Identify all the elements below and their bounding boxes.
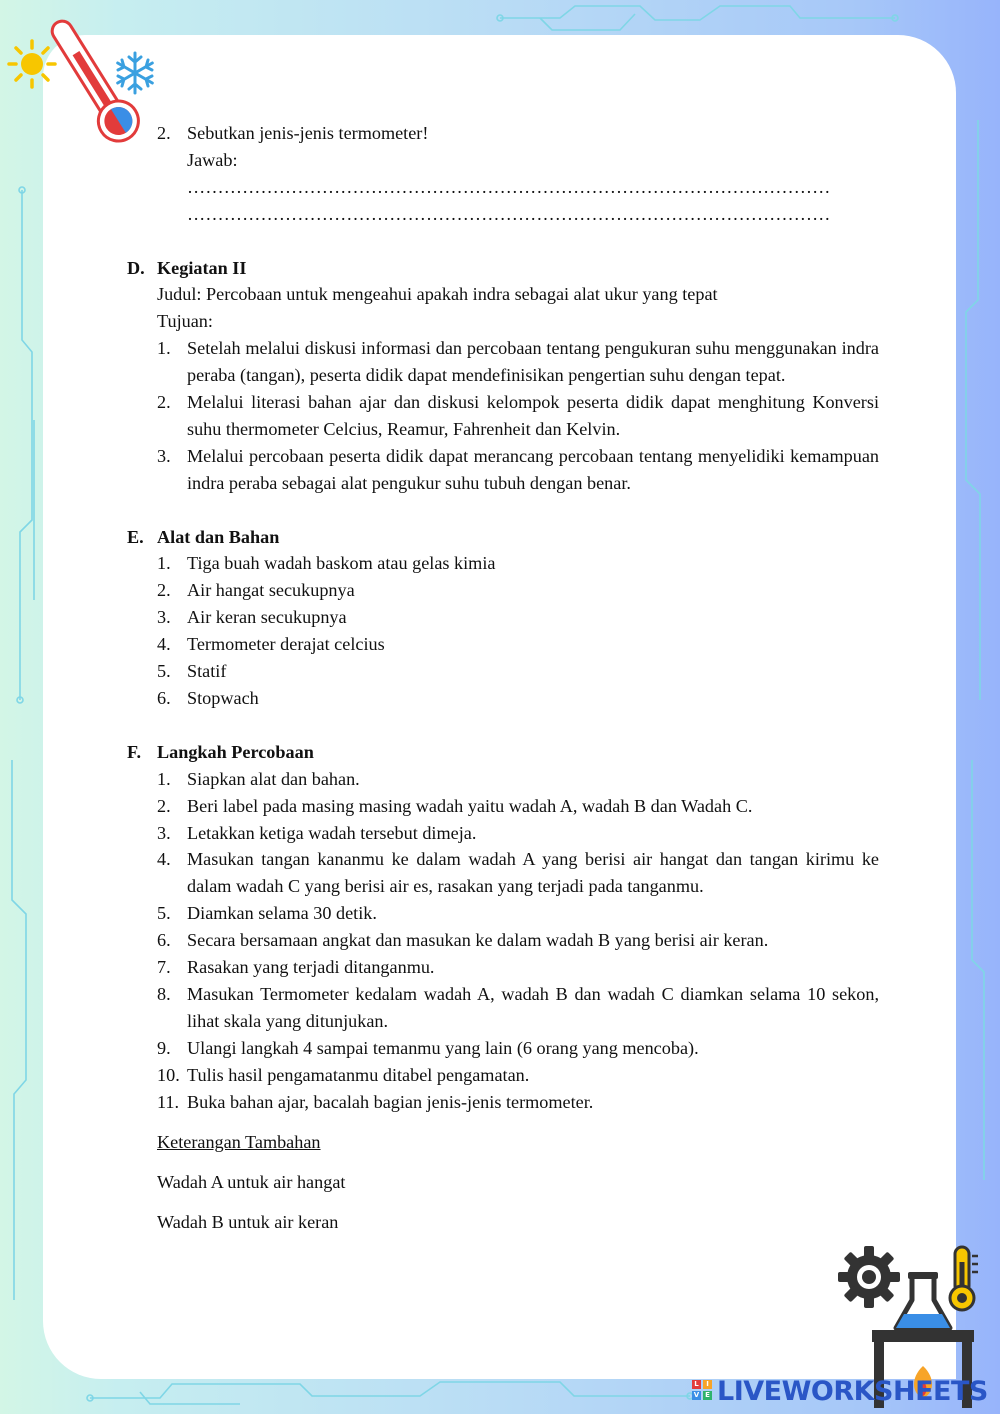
section-d-tujuan-label: Tujuan:: [157, 311, 213, 332]
liveworksheets-mark-icon: [692, 1380, 714, 1402]
mark-letter: E: [703, 1391, 712, 1400]
list-item-text: Setelah melalui diskusi informasi dan percobaan tentang pengukuran suhu menggunakan indra peraba (tangan), peserta didik dapat mendefinisikan pengertian suhu dengan tepat.: [187, 338, 879, 386]
list-item-number: 3.: [157, 445, 171, 466]
section-d-title: Kegiatan II: [157, 257, 247, 278]
question-2: [157, 120, 879, 147]
list-item-text: Ulangi langkah 4 sampai temanmu yang lain (6 orang yang mencoba).: [187, 1037, 699, 1058]
list-item-text: Rasakan yang terjadi ditanganmu.: [187, 957, 435, 978]
tujuan-list: [157, 335, 879, 496]
list-item: [157, 550, 879, 577]
list-item-number: 2.: [157, 392, 171, 413]
langkah-list: [157, 766, 879, 1116]
section-d-heading: [127, 255, 879, 282]
list-item-number: 2.: [157, 580, 171, 601]
list-item: [157, 443, 879, 497]
list-item-text: Letakkan ketiga wadah tersebut dimeja.: [187, 822, 477, 843]
liveworksheets-brand-text: LIVEWORKSHEETS: [717, 1375, 988, 1407]
question-text: Sebutkan jenis-jenis termometer!: [187, 123, 429, 143]
list-item-text: Melalui percobaan peserta didik dapat merancang percobaan tentang menyelidiki kemampuan indra peraba sebagai alat pengukur suhu tubuh dengan benar.: [187, 445, 879, 493]
liveworksheets-logo[interactable]: [692, 1374, 988, 1408]
list-item-text: Melalui literasi bahan ajar dan diskusi kelompok peserta didik dapat menghitung Konversi suhu thermometer Celcius, Reamur, Fahrenheit dan Kelvin.: [187, 392, 879, 439]
list-item-number: 5.: [157, 661, 171, 682]
section-f-heading: [127, 739, 879, 766]
list-item-number: 1.: [157, 553, 171, 574]
list-item: [157, 658, 879, 685]
list-item-text: Tulis hasil pengamatanmu ditabel pengamatan.: [187, 1064, 530, 1085]
list-item: [157, 685, 879, 712]
list-item-number: 1.: [157, 768, 171, 789]
list-item-number: 4.: [157, 849, 171, 870]
list-item: [157, 1089, 879, 1116]
answer-label: Jawab:: [187, 149, 238, 170]
mark-letter: V: [693, 1391, 700, 1399]
list-item: [157, 766, 879, 793]
question-number: 2.: [157, 123, 171, 143]
answer-line-1[interactable]: ……………………………………………………………………………………………: [187, 176, 831, 197]
section-e-letter: E.: [127, 526, 144, 547]
list-item: [157, 335, 879, 389]
list-item-text: Secara bersamaan angkat dan masukan ke dalam wadah B yang berisi air keran.: [187, 930, 769, 951]
mark-letter: I: [703, 1380, 712, 1389]
list-item: [157, 1035, 879, 1062]
list-item-number: 6.: [157, 930, 171, 951]
list-item-text: Air keran secukupnya: [187, 607, 347, 628]
list-item: [157, 577, 879, 604]
list-item: [157, 900, 879, 927]
list-item: [157, 631, 879, 658]
list-item: [157, 981, 879, 1035]
list-item: [157, 820, 879, 847]
section-e-title: Alat dan Bahan: [157, 526, 280, 547]
list-item-number: 3.: [157, 607, 171, 628]
section-f-letter: F.: [127, 741, 141, 762]
list-item: [157, 389, 879, 443]
list-item-text: Air hangat secukupnya: [187, 580, 355, 601]
list-item-text: Masukan Termometer kedalam wadah A, wadah B dan wadah C diamkan selama 10 sekon, lihat skala yang ditunjukan.: [187, 983, 879, 1031]
list-item-number: 9.: [157, 1037, 171, 1058]
list-item: [157, 1062, 879, 1089]
worksheet-content: [127, 120, 879, 1236]
section-d-judul: Judul: Percobaan untuk mengeahui apakah indra sebagai alat ukur yang tepat: [157, 284, 718, 305]
list-item-number: 11.: [157, 1091, 180, 1112]
list-item: [157, 954, 879, 981]
list-item: [157, 846, 879, 900]
section-e-heading: [127, 524, 879, 551]
list-item-number: 2.: [157, 795, 171, 816]
mark-letter: L: [692, 1380, 701, 1389]
list-item-text: Siapkan alat dan bahan.: [187, 768, 360, 789]
list-item-number: 5.: [157, 903, 171, 924]
list-item: [157, 793, 879, 820]
list-item-number: 7.: [157, 957, 171, 978]
small-thermometer-icon: [946, 1244, 980, 1314]
list-item-text: Buka bahan ajar, bacalah bagian jenis-jenis termometer.: [187, 1091, 594, 1112]
list-item-text: Beri label pada masing masing wadah yaitu wadah A, wadah B dan Wadah C.: [187, 795, 753, 816]
list-item-number: 4.: [157, 634, 171, 655]
notes-line-1: Wadah A untuk air hangat: [157, 1172, 346, 1193]
list-item-number: 1.: [157, 338, 171, 359]
notes-title: Keterangan Tambahan: [157, 1132, 321, 1153]
list-item-number: 6.: [157, 688, 171, 708]
section-f-title: Langkah Percobaan: [157, 741, 314, 762]
list-item-text: Stopwach: [187, 688, 259, 708]
section-d-letter: D.: [127, 257, 145, 278]
list-item-text: Diamkan selama 30 detik.: [187, 903, 377, 924]
list-item-number: 8.: [157, 983, 171, 1004]
alat-bahan-list: [157, 550, 879, 711]
list-item: [157, 927, 879, 954]
list-item: [157, 604, 879, 631]
notes-line-2: Wadah B untuk air keran: [157, 1212, 339, 1233]
list-item-number: 3.: [157, 822, 171, 843]
answer-line-2[interactable]: ……………………………………………………………………………………………: [187, 203, 831, 224]
list-item-text: Tiga buah wadah baskom atau gelas kimia: [187, 553, 496, 574]
list-item-text: Statif: [187, 661, 227, 682]
list-item-number: 10.: [157, 1064, 180, 1085]
list-item-text: Termometer derajat celcius: [187, 634, 385, 655]
list-item-text: Masukan tangan kananmu ke dalam wadah A yang berisi air hangat dan tangan kirimu ke dalam wadah C yang berisi air es, rasakan yang terjadi pada tanganmu.: [187, 849, 879, 897]
